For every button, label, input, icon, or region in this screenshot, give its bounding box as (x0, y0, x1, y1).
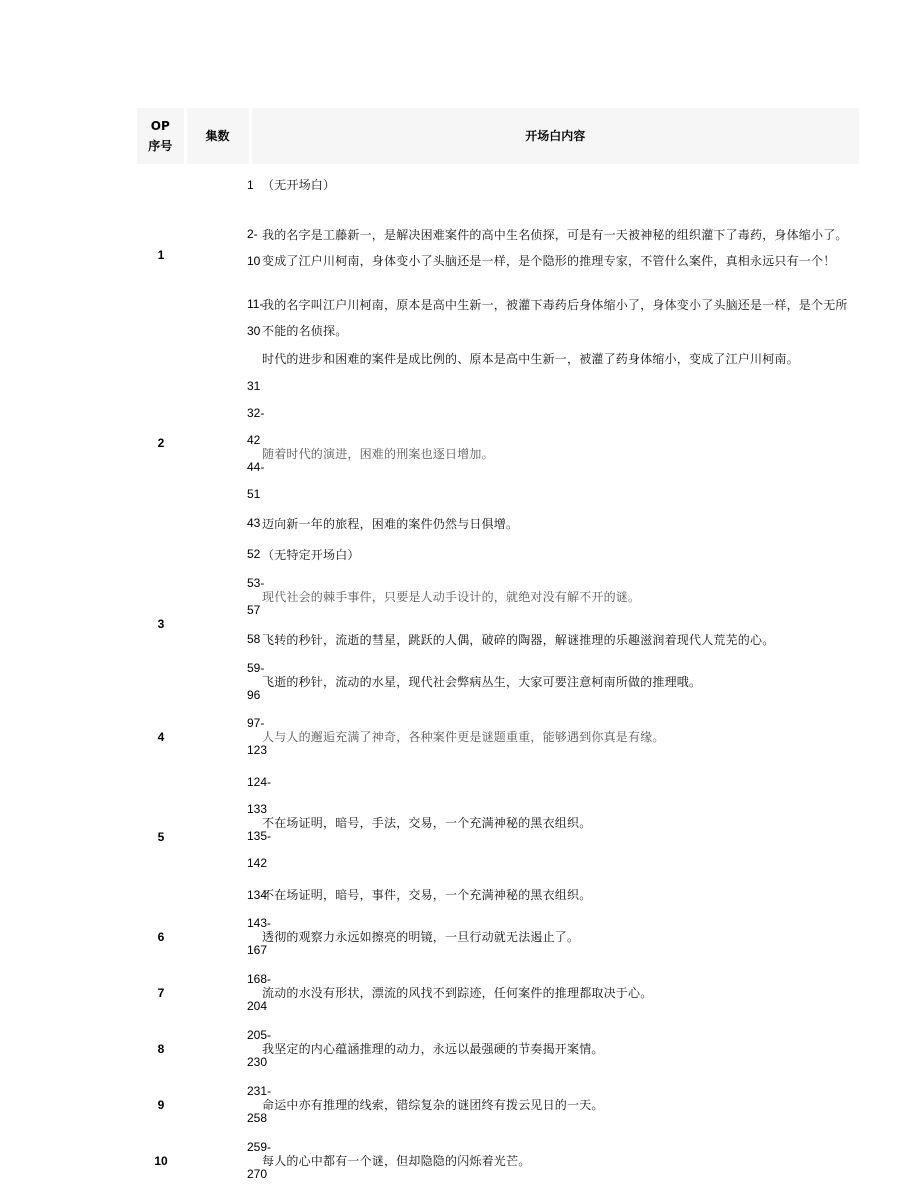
episode-cell (185, 1077, 272, 1133)
opening-line-cell: 不在场证明，暗号，事件，交易，一个充满神秘的黑衣组织。 (262, 888, 592, 902)
op-number-cell: 6 (157, 930, 165, 944)
table-row (137, 400, 859, 508)
episode-range: 142 (247, 856, 268, 870)
episode-cell (185, 1133, 272, 1189)
episode-range: 133 (247, 802, 268, 816)
episode-cell: 59-96 (247, 661, 265, 702)
episode-range: 258 (247, 1111, 268, 1125)
header-op-number (137, 108, 185, 164)
table-row (137, 290, 859, 346)
opening-line-cell: 透彻的观察力永远如擦亮的明镜，一旦行动就无法遏止了。 (262, 930, 580, 944)
episode-range: 135- (247, 829, 272, 843)
episode-range: 270 (247, 1167, 268, 1181)
episode-range: 167 (247, 943, 268, 957)
episode-range: 231- (247, 1084, 272, 1098)
header-op-line1: OP (150, 119, 170, 133)
episode-range: 204 (247, 999, 268, 1013)
table-row (137, 765, 859, 881)
table-row (137, 1133, 859, 1189)
episode-range: 123 (247, 743, 268, 757)
opening-line-cell: 时代的进步和困难的案件是成比例的、原本是高中生新一，被灌了药身体缩小，变成了江户川柯南。 (262, 352, 799, 366)
episode-cell (185, 709, 268, 765)
op-number-cell: 9 (157, 1098, 165, 1112)
table-row (137, 909, 859, 965)
episode-cell (185, 765, 272, 881)
op-number-cell: 1 (157, 248, 165, 262)
header-content: 开场白内容 (250, 108, 859, 164)
opening-line-cell: 飞逝的秒针，流动的水星，现代社会弊病丛生，大家可要注意柯南所做的推理哦。 (262, 675, 702, 689)
table-row (137, 206, 859, 290)
table-row (137, 164, 859, 206)
episode-cell: 52 (247, 547, 261, 561)
table-row (137, 508, 859, 539)
episode-range: 205- (247, 1028, 272, 1042)
episode-cell: 58 (247, 632, 261, 646)
episode-cell (185, 1021, 272, 1077)
episode-cell: 2-10 (247, 227, 261, 268)
opening-line-cell: 迈向新一年的旅程，困难的案件仍然与日俱增。 (262, 516, 519, 531)
op-number-cell: 5 (157, 830, 165, 844)
opening-line-cell: 命运中亦有推理的线索，错综复杂的谜团终有拨云见日的一天。 (262, 1098, 604, 1112)
opening-line-cell: 不在场证明，暗号，手法，交易，一个充满神秘的黑衣组织。 (262, 816, 592, 830)
opening-line-cell: 随着时代的演进，困难的刑案也逐日增加。 (262, 447, 494, 461)
table-row (137, 709, 859, 765)
episode-cell: 53-57 (247, 576, 265, 617)
episode-range: 44-51 (247, 460, 265, 501)
op-number-cell: 4 (157, 730, 165, 744)
table-row (137, 881, 859, 909)
header-row (137, 108, 859, 164)
episode-cell: 43 (247, 516, 261, 530)
opening-line-cell: 流动的水没有形状，漂流的风找不到踪迹，任何案件的推理都取决于心。 (262, 986, 653, 1000)
opening-line-cell: 现代社会的棘手事件，只要是人动手设计的，就绝对没有解不开的谜。 (262, 590, 641, 604)
table-row (137, 965, 859, 1021)
table-row (137, 1021, 859, 1077)
episode-cell: 1 (247, 177, 254, 192)
op-number-cell: 2 (157, 435, 165, 450)
header-episodes: 集数 (185, 108, 250, 164)
table-row (137, 1077, 859, 1133)
opening-line-cell: （无特定开场白） (262, 547, 360, 562)
table-row (137, 570, 859, 624)
episode-range: 124- (247, 775, 272, 789)
episode-range: 230 (247, 1055, 268, 1069)
episode-cell: 11-30 (247, 297, 264, 338)
opening-line-cell: 飞转的秒针，流逝的彗星，跳跃的人偶，破碎的陶器，解谜推理的乐趣滋润着现代人荒芜的心。 (262, 632, 775, 647)
table-row (137, 539, 859, 570)
episode-cell (185, 909, 272, 965)
episode-range: 32-42 (247, 406, 265, 447)
opening-line-cell: 我的名字是工藤新一，是解决困难案件的高中生名侦探，可是有一天被神秘的组织灌下了毒药，身体缩小了。变成了江户川柯南，身体变小了头脑还是一样，是个隐形的推理专家，不管什么案件，真相永远只有一个！ (262, 228, 848, 268)
table-row (137, 624, 859, 655)
op-number-cell: 8 (157, 1042, 165, 1056)
episode-range: 97- (247, 716, 265, 730)
header-op-line2: 序号 (148, 139, 173, 153)
table-row (137, 655, 859, 709)
op-number-cell: 3 (157, 617, 165, 631)
table-row (137, 346, 859, 400)
episode-cell (185, 400, 265, 508)
episode-range: 259- (247, 1140, 272, 1154)
opening-lines-table (137, 108, 859, 1189)
episode-range: 168- (247, 972, 272, 986)
episode-range: 143- (247, 916, 272, 930)
opening-line-cell: 我坚定的内心蕴涵推理的动力，永远以最强硬的节奏揭开案情。 (262, 1042, 604, 1056)
episode-cell: 31 (247, 379, 261, 393)
opening-line-cell: （无开场白） (262, 178, 336, 192)
episode-cell: 134 (247, 887, 268, 902)
opening-line-cell: 我的名字叫江户川柯南，原本是高中生新一，被灌下毒药后身体缩小了，身体变小了头脑还是一样，是个无所不能的名侦探。 (262, 298, 848, 338)
opening-line-cell: 人与人的邂逅充满了神奇，各种案件更是谜题重重，能够遇到你真是有缘。 (262, 730, 665, 744)
episode-cell (185, 965, 272, 1021)
opening-line-cell: 每人的心中都有一个谜，但却隐隐的闪烁着光芒。 (262, 1154, 531, 1168)
op-number-cell: 7 (157, 986, 165, 1000)
op-number-cell: 10 (154, 1154, 168, 1168)
